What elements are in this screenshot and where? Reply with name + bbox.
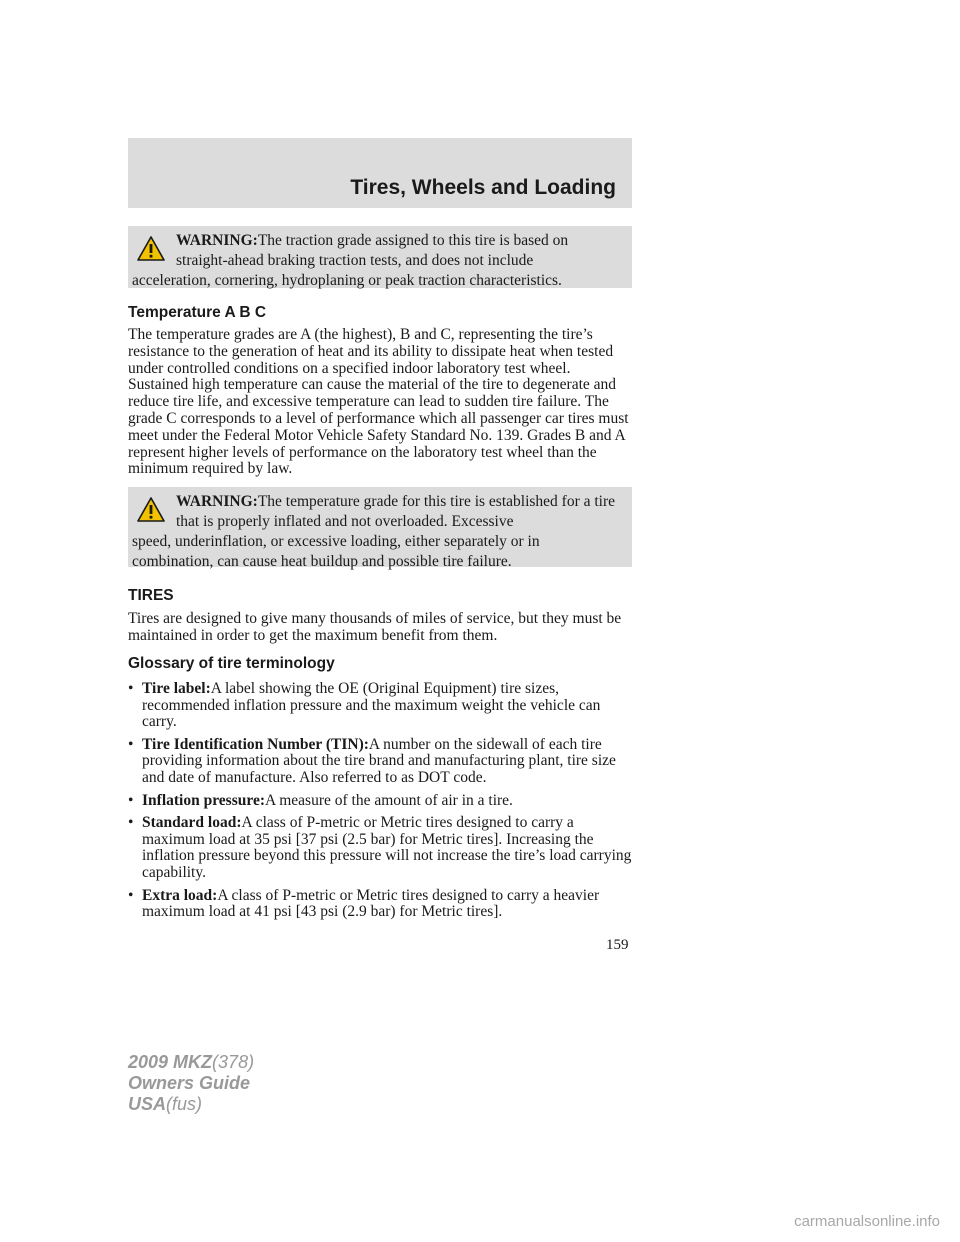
warning-lead-text: The temperature grade for this tire is established for a tire that is properly inflated and not overloaded. Excessive (176, 493, 616, 530)
list-item (128, 681, 632, 731)
footer-market: USA (128, 1094, 167, 1114)
warning-label: WARNING: (176, 493, 258, 510)
footer-code: (378) (212, 1052, 255, 1072)
paragraph-temperature: The temperature grades are A (the highest), B and C, representing the tire’s resistance to the generation of heat and its ability to dissipate heat when tested under controlled conditions on a specified indoor laboratory test wheel. Sustained high temperature can cause the material of the tire to degenerate and reduce tire life, and excessive temperature can lead to sudden tire failure. The grade C corresponds to a level of performance which all passenger car tires must meet under the Federal Motor Vehicle Safety Standard No. 139. Grades B and A represent higher levels of performance on the laboratory test wheel than the minimum required by law. (128, 326, 629, 478)
bullet: • (128, 791, 134, 809)
glossary-definition: A number on the sidewall of each tire providing information about the tire brand and manufacturing plant, tire size and date of manufacture. Also referred to as DOT code. (142, 735, 616, 786)
warning-box-temperature (128, 487, 632, 570)
warning-triangle-icon (136, 235, 166, 262)
glossary-definition: A class of P-metric or Metric tires designed to carry a maximum load at 35 psi [37 psi (2.5 bar) for Metric tires]. Increasing the inflation pressure beyond this pressure will not increase the tire’s load carrying capability. (142, 814, 632, 881)
warning-tail-text: speed, underinflation, or excessive loading, either separately or in combination, can cause heat buildup and possible tire failure. (132, 533, 540, 570)
warning-lead (132, 231, 618, 271)
header-bar (128, 138, 632, 208)
section-heading-tires: TIRES (128, 587, 174, 604)
bullet: • (128, 886, 134, 904)
bullet: • (128, 735, 134, 753)
glossary-list (128, 681, 632, 927)
footer-line-3 (128, 1094, 254, 1115)
warning-label: WARNING: (176, 232, 258, 249)
glossary-definition: A class of P-metric or Metric tires designed to carry a heavier maximum load at 41 psi [43 psi (2.9 bar) for Metric tires]. (142, 886, 600, 921)
glossary-term: Extra load: (142, 886, 218, 904)
glossary-definition: A measure of the amount of air in a tire. (265, 791, 513, 809)
glossary-term: Standard load: (142, 814, 242, 832)
footer-guide: Owners Guide (128, 1073, 251, 1093)
list-item (128, 815, 632, 881)
footer-model: 2009 MKZ (128, 1052, 213, 1072)
warning-lead-text: The traction grade assigned to this tire is based on straight-ahead braking traction tests, and does not include (176, 232, 569, 269)
glossary-definition: A label showing the OE (Original Equipment) tire sizes, recommended inflation pressure and the maximum weight the vehicle can carry. (142, 680, 601, 731)
warning-lead (132, 492, 618, 532)
page-title: Tires, Wheels and Loading (350, 176, 616, 199)
warning-tail-text: acceleration, cornering, hydroplaning or peak traction characteristics. (132, 272, 562, 289)
section-heading-glossary: Glossary of tire terminology (128, 655, 335, 672)
list-item (128, 793, 632, 810)
watermark: carmanualsonline.info (794, 1213, 940, 1230)
page-number: 159 (606, 937, 629, 953)
bullet: • (128, 814, 134, 832)
footer-edition (128, 1052, 254, 1115)
footer-line-2 (128, 1073, 254, 1094)
glossary-term: Tire Identification Number (TIN): (142, 735, 369, 753)
glossary-term: Tire label: (142, 680, 211, 697)
bullet: • (128, 680, 134, 697)
glossary-term: Inflation pressure: (142, 791, 266, 809)
list-item (128, 888, 632, 921)
footer-line-1 (128, 1052, 254, 1073)
paragraph-tires: Tires are designed to give many thousands of miles of service, but they must be maintained in order to get the maximum benefit from them. (128, 610, 622, 644)
list-item (128, 737, 632, 787)
footer-market-code: (fus) (166, 1094, 203, 1114)
warning-box-traction (128, 226, 632, 288)
section-heading-temperature: Temperature A B C (128, 304, 267, 321)
warning-triangle-icon (136, 496, 166, 523)
